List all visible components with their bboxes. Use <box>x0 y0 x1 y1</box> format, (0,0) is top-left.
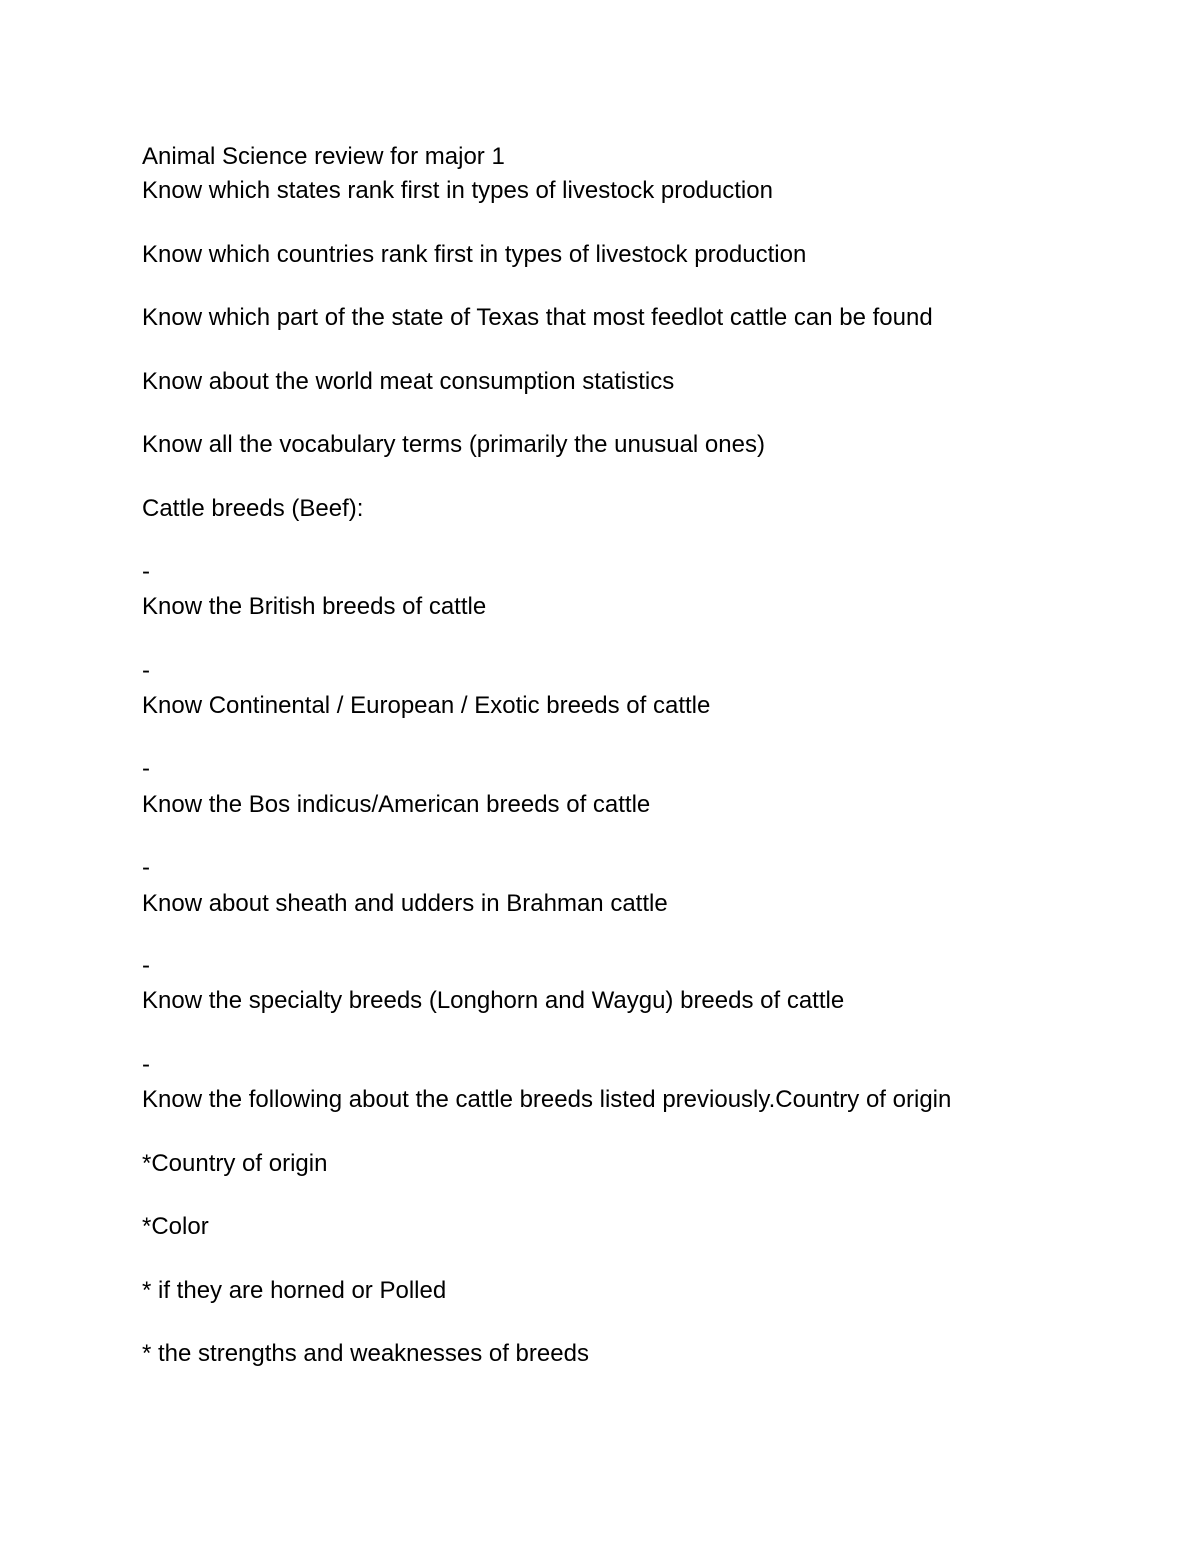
bullet-item: Know the specialty breeds (Longhorn and Waygu) breeds of cattle <box>142 987 845 1014</box>
bullet-marker: - <box>142 1051 150 1078</box>
bullet-item: Know the British breeds of cattle <box>142 593 487 620</box>
section-heading: Cattle breeds (Beef): <box>142 495 364 522</box>
text-line: Know which countries rank first in types of livestock production <box>142 241 807 268</box>
detail-item: *Color <box>142 1213 209 1240</box>
detail-item: * the strengths and weaknesses of breeds <box>142 1340 589 1367</box>
bullet-marker: - <box>142 854 150 881</box>
bullet-marker: - <box>142 558 150 585</box>
bullet-marker: - <box>142 952 150 979</box>
text-line: Know which states rank first in types of livestock production <box>142 177 773 204</box>
bullet-item: Know Continental / European / Exotic breeds of cattle <box>142 692 711 719</box>
detail-item: * if they are horned or Polled <box>142 1277 447 1304</box>
bullet-marker: - <box>142 657 150 684</box>
detail-item: *Country of origin <box>142 1150 328 1177</box>
bullet-marker: - <box>142 755 150 782</box>
text-line: Know all the vocabulary terms (primarily the unusual ones) <box>142 431 765 458</box>
text-line: Know which part of the state of Texas that most feedlot cattle can be found <box>142 304 933 331</box>
bullet-item: Know about sheath and udders in Brahman cattle <box>142 890 668 917</box>
bullet-item: Know the Bos indicus/American breeds of cattle <box>142 791 651 818</box>
text-line: Know about the world meat consumption statistics <box>142 368 675 395</box>
bullet-item: Know the following about the cattle breeds listed previously.Country of origin <box>142 1086 952 1113</box>
document-title: Animal Science review for major 1 <box>142 143 505 170</box>
